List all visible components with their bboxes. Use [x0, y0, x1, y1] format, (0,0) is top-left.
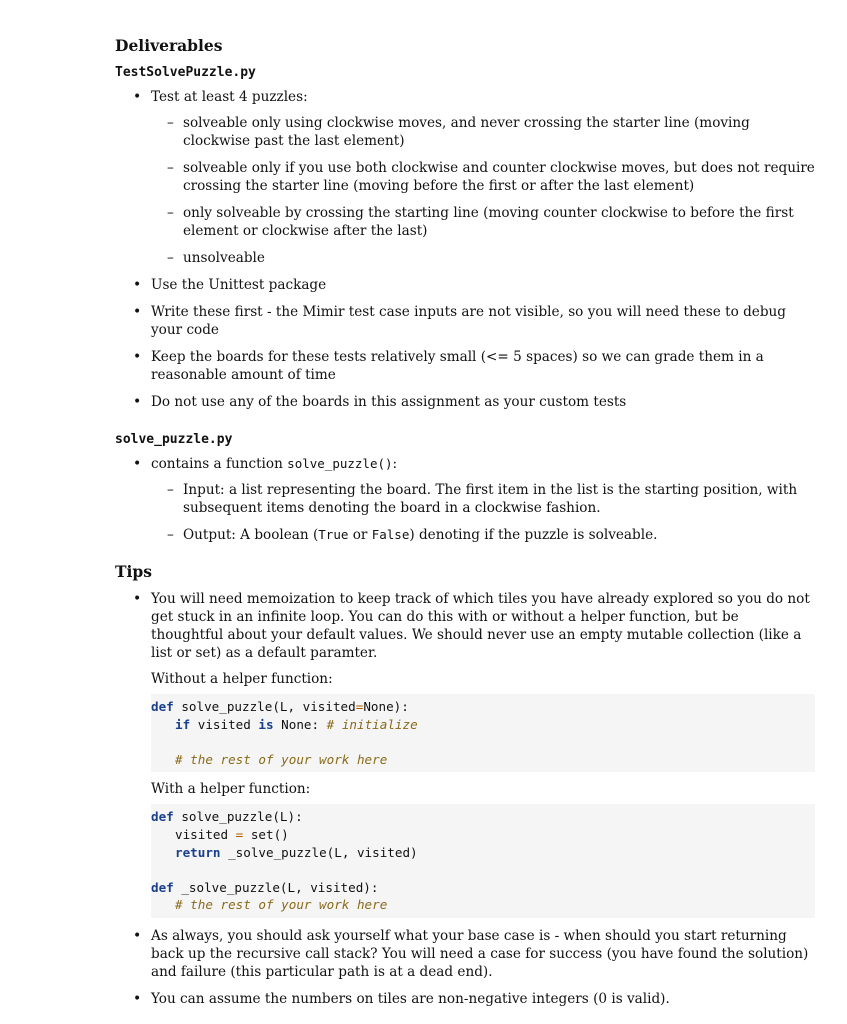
bullet-text: Test at least 4 puzzles:	[151, 89, 308, 105]
list-item	[115, 590, 815, 918]
code-comment: # the rest of your work here	[175, 751, 388, 767]
code-text: None):	[363, 699, 409, 714]
code-text: visited	[175, 826, 236, 842]
list-item	[115, 455, 815, 544]
code-line-blank	[151, 733, 815, 751]
bullet-text: contains a function	[151, 456, 288, 472]
list-item: • Write these first - the Mimir test case inputs are not visible, so you will need these to debug your code	[115, 303, 815, 339]
code-block-without-helper	[151, 694, 815, 772]
list-item: • Use the Unittest package	[115, 276, 815, 294]
puzzle-types-list	[151, 114, 815, 267]
io-list	[151, 481, 815, 544]
code-line-blank	[151, 861, 815, 879]
code-text: solve_puzzle(L, visited	[173, 699, 356, 714]
solve-file-heading: solve_puzzle.py	[115, 432, 233, 447]
keyword: return	[175, 844, 221, 860]
keyword: if	[175, 716, 191, 732]
tip-text: You will need memoization to keep track of which tiles you have already explored so you do not get stuck in an infinite loop. You can do this with or without a helper function, but be thoughtful about your default values. We should never use an empty mutable collection (like a list or set) as a default paramter.	[151, 591, 810, 661]
code-text: _solve_puzzle(L, visited)	[220, 844, 418, 860]
code-line	[151, 844, 815, 862]
test-file-heading: TestSolvePuzzle.py	[115, 65, 256, 80]
tips-heading: Tips	[115, 562, 152, 581]
code-line	[151, 879, 815, 897]
test-file-list	[115, 88, 815, 411]
code-text: solve_puzzle(L):	[173, 809, 303, 825]
list-item: – only solveable by crossing the starting line (moving counter clockwise to before the first element or clockwise after the last)	[151, 204, 815, 240]
keyword: is	[258, 716, 274, 732]
code-text: _solve_puzzle(L, visited):	[173, 879, 379, 895]
code-text: visited	[190, 716, 259, 732]
code-comment: # initialize	[326, 716, 418, 732]
code-line	[151, 896, 815, 914]
output-text: ) denoting if the puzzle is solveable.	[409, 527, 658, 543]
inline-code: solve_puzzle()	[287, 456, 393, 471]
list-item: • As always, you should ask yourself what your base case is - when should you start returning back up the recursive call stack? You will need a case for success (you have found the solution) and failure (this particular path is at a dead end).	[115, 927, 815, 981]
code-text: set()	[243, 826, 289, 842]
code-line	[151, 716, 815, 734]
code-comment: # the rest of your work here	[175, 897, 388, 913]
operator: =	[355, 699, 364, 714]
list-item	[151, 526, 815, 544]
code-line	[151, 808, 815, 826]
code-text: None:	[273, 716, 327, 732]
with-helper-label: With a helper function:	[151, 781, 311, 798]
list-item	[115, 88, 815, 267]
deliverables-heading: Deliverables	[115, 36, 223, 55]
list-item: • You can assume the numbers on tiles are non-negative integers (0 is valid).	[115, 990, 815, 1008]
list-item: • Do not use any of the boards in this assignment as your custom tests	[115, 393, 815, 411]
tips-list	[115, 590, 815, 1008]
document-page	[115, 36, 815, 1017]
inline-code-false: False	[371, 527, 410, 542]
list-item: – Input: a list representing the board. The first item in the list is the starting position, with subsequent items denoting the board in a clockwise fashion.	[151, 481, 815, 517]
list-item: – unsolveable	[151, 249, 815, 267]
keyword: def	[151, 809, 174, 825]
without-helper-label: Without a helper function:	[151, 671, 333, 687]
output-text: or	[348, 527, 372, 543]
bullet-text: :	[392, 456, 398, 472]
code-block-with-helper	[151, 804, 815, 918]
output-text: Output: A boolean (	[183, 527, 319, 543]
solve-file-list	[115, 455, 815, 544]
code-line	[151, 698, 815, 716]
code-line	[151, 826, 815, 844]
operator: =	[235, 826, 244, 842]
inline-code-true: True	[318, 527, 349, 542]
list-item: • Keep the boards for these tests relatively small (<= 5 spaces) so we can grade them in a reasonable amount of time	[115, 348, 815, 384]
list-item: – solveable only if you use both clockwise and counter clockwise moves, but does not require crossing the starter line (moving before the first or after the last element)	[151, 159, 815, 195]
list-item: – solveable only using clockwise moves, and never crossing the starter line (moving clockwise past the last element)	[151, 114, 815, 150]
code-line	[151, 751, 815, 769]
keyword: def	[151, 879, 174, 895]
keyword: def	[151, 699, 174, 714]
